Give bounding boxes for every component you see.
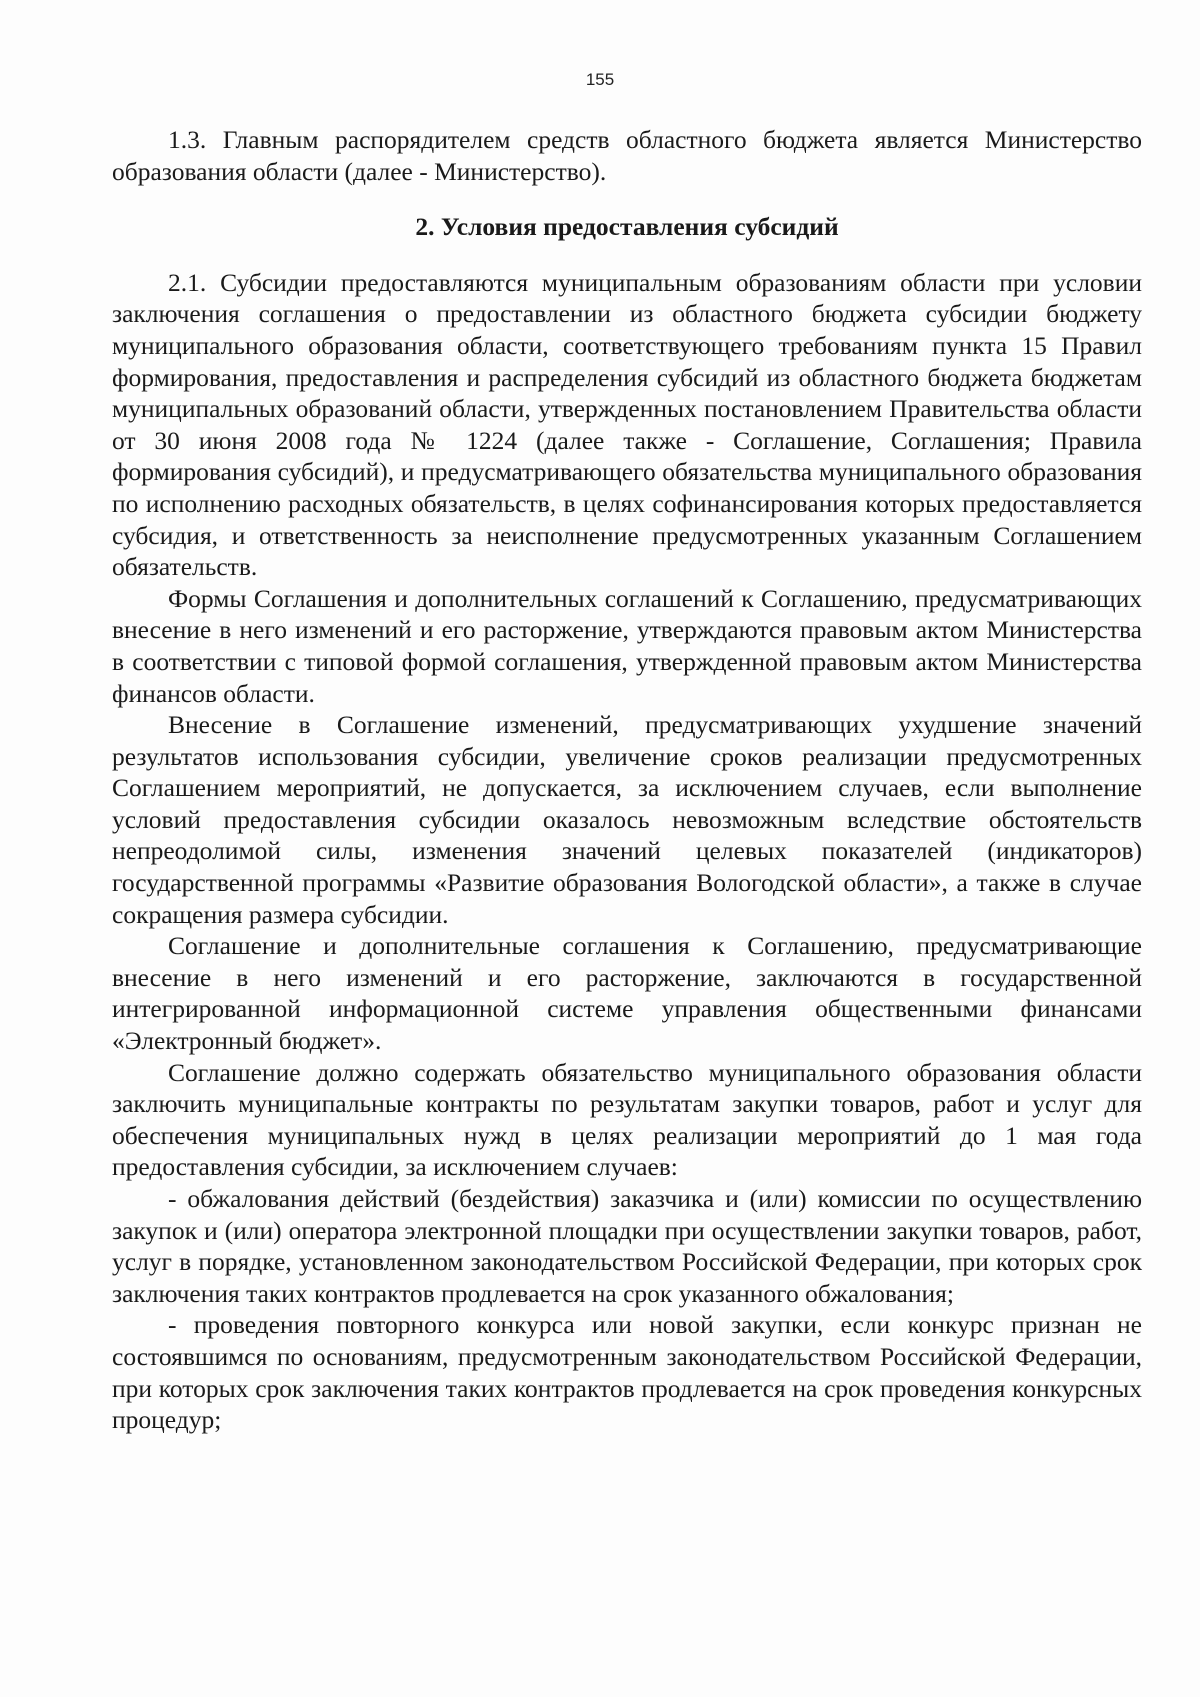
page-number: 155 [585,70,615,89]
list-item-repeat-tender: - проведения повторного конкурса или новой закупки, если конкурс признан не состоявшимся по основаниям, предусмотренным законодательством Российской Федерации, при которых срок заключения таких контрактов продлевается на срок проведения конкурсных процедур; [112,1310,1142,1435]
list-item-appeal: - обжалования действий (бездействия) заказчика и (или) комиссии по осуществлению закупок и (или) оператора электронной площадки при осуществлении закупки товаров, работ, услуг в порядке, установленном законодательством Российской Федерации, при которых срок заключения таких контрактов продлевается на срок указанного обжалования; [112,1184,1142,1308]
paragraph-agreement-changes: Внесение в Соглашение изменений, предусматривающих ухудшение значений результатов использования субсидии, увеличение сроков реализации предусмотренных Соглашением мероприятий, не допускается, за исключением случаев, если выполнение условий предоставления субсидии оказалось невозможным вследствие обстоятельств непреодолимой силы, изменения значений целевых показателей (индикаторов) государственной программы «Развитие образования Вологодской области», а также в случае сокращения размера субсидии. [112,710,1142,929]
paragraph-2-1: 2.1. Субсидии предоставляются муниципальным образованиям области при условии заключения соглашения о предоставлении из областного бюджета субсидии бюджету муниципального образования области, соответствующего требованиям пункта 15 Правил формирования, предоставления и распределения субсидий из областного бюджета бюджетам муниципальных образований области, утвержденных постановлением Правительства области от 30 июня 2008 года № 1224 (далее также - Соглашение, Соглашения; Правила формирования субсидий), и предусматривающего обязательства муниципального образования по исполнению расходных обязательств, в целях софинансирования которых предоставляется субсидия, и ответственность за неисполнение предусмотренных указанным Соглашением обязательств. [112,267,1142,582]
section-heading-2: 2. Условия предоставления субсидий [415,212,839,242]
document-body [112,124,1142,1436]
paragraph-1-3: 1.3. Главным распорядителем средств областного бюджета является Министерство образования области (далее - Министерство). [112,125,1142,186]
paragraph-electronic-budget: Соглашение и дополнительные соглашения к Соглашению, предусматривающие внесение в него изменений и его расторжение, заключаются в государственной интегрированной информационной системе управления общественными финансами «Электронный бюджет». [112,931,1142,1056]
paragraph-municipal-contracts: Соглашение должно содержать обязательство муниципального образования области заключить муниципальные контракты по результатам закупки товаров, работ и услуг для обеспечения муниципальных нужд в целях реализации мероприятий до 1 мая года предоставления субсидии, за исключением случаев: [112,1057,1142,1182]
paragraph-agreement-forms: Формы Соглашения и дополнительных соглашений к Соглашению, предусматривающих внесение в него изменений и его расторжение, утверждаются правовым актом Министерства в соответствии с типовой формой соглашения, утвержденной правовым актом Министерства финансов области. [112,583,1142,708]
